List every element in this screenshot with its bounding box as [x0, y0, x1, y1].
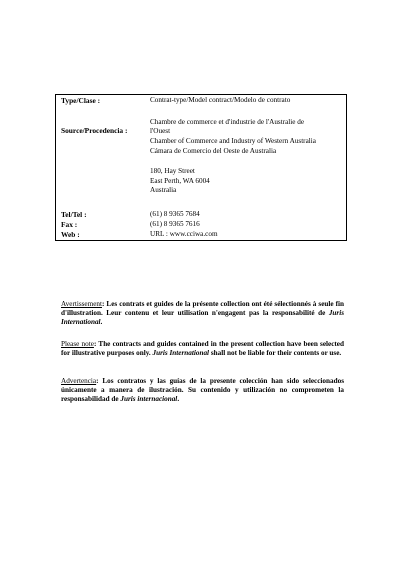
fax-label: Fax :	[61, 220, 78, 229]
notice-french-text: : Les contrats et guides de la présente collection ont été sélectionnés à seule fin d'illustration. Leur contenu et leur utilisation n'engagent pas la responsabilité de	[61, 300, 344, 318]
source-line-2: l'Ouest	[150, 127, 171, 135]
notice-french-brand: Juris International	[61, 309, 344, 327]
tel-value: (61) 8 9365 7684	[150, 210, 200, 218]
notice-french-text-end: .	[100, 318, 103, 327]
notice-english-text-end: shall not be liable for their contents or use.	[209, 349, 342, 358]
tel-label: Tel/Tel :	[61, 210, 87, 219]
address-line-2: East Perth, WA 6004	[150, 177, 210, 185]
contract-info-box	[55, 94, 347, 241]
source-line-3: Chamber of Commerce and Industry of Western Australia	[150, 137, 316, 145]
notice-spanish-text-end: .	[177, 395, 180, 404]
notice-english-text: : The contracts and guides contained in the present collection have been selected for illustrative purposes only.	[61, 340, 344, 358]
fax-value: (61) 8 9365 7616	[150, 220, 200, 228]
address-line-3: Australia	[150, 186, 177, 194]
source-line-4: Cámara de Comercio del Oeste de Australia	[150, 147, 277, 155]
notice-spanish-heading: Advertencia	[61, 377, 97, 385]
web-value: URL : www.cciwa.com	[150, 230, 218, 238]
notice-french	[61, 300, 344, 328]
type-label: Type/Clase :	[61, 96, 101, 105]
notice-english-brand: Juris International	[152, 349, 210, 358]
notice-english	[61, 340, 344, 358]
notice-french-heading: Avertissement	[61, 300, 102, 308]
notice-spanish-brand: Juris internacional	[120, 395, 178, 404]
source-label: Source/Procedencia :	[61, 126, 128, 135]
notice-english-heading: Please note	[61, 340, 94, 348]
source-line-1: Chambre de commerce et d'industrie de l'Australie de	[150, 118, 305, 126]
notice-spanish	[61, 377, 344, 405]
type-value: Contrat-type/Model contract/Modelo de contrato	[150, 96, 291, 104]
notice-spanish-text: : Los contratos y las guías de la presente colección han sido seleccionados únicamente a manera de ilustración. Su contenido y utilización no comprometen la responsabilidad de	[61, 377, 344, 404]
web-label: Web :	[61, 230, 80, 239]
address-line-1: 180, Hay Street	[150, 167, 195, 175]
